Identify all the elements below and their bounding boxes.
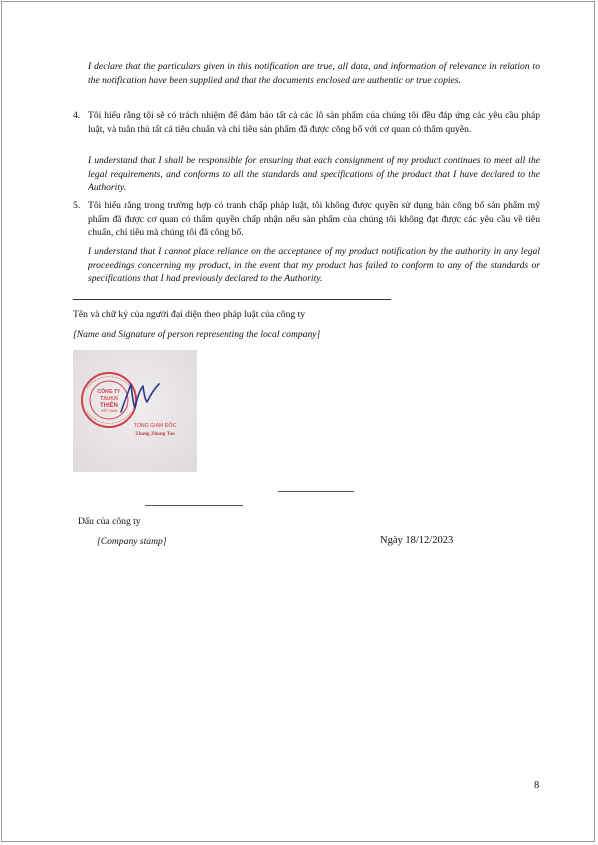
short-rule-left — [145, 505, 243, 506]
company-stamp-label-vietnamese: Dấu của công ty — [78, 516, 141, 527]
seal-mid-text: T.N.H.H — [100, 396, 118, 402]
short-rule-right — [278, 491, 354, 492]
page-number: 8 — [534, 780, 540, 791]
seal-country-text: VIỆT NAM — [100, 409, 118, 413]
signature-stamp-image — [73, 350, 197, 472]
item-5-vietnamese: Tôi hiểu rằng trong trường hợp có tranh chấp pháp luật, tôi không được quyền sử dụng bản công bố sản phẩm mỹ phẩm đã được cơ quan có thẩm quyền chấp nhận nếu sản phẩm của chúng tôi không đạt được các yêu cầu về tiêu chuẩn, chỉ tiêu mà chúng tôi đã công bố. — [88, 200, 540, 239]
item-number-4: 4. — [73, 110, 81, 121]
stamp-role-text: TỔNG GIÁM ĐỐC — [133, 423, 177, 429]
stamp-person-text: Zhang Zhong Tao — [135, 431, 175, 437]
company-seal — [82, 373, 136, 427]
item-4-english: I understand that I shall be responsible for ensuring that each consignment of my product continues to meet all the legal requirements, and conforms to all the standards and specifications of the product that I have declared to the Authority. — [88, 155, 540, 194]
item-number-5: 5. — [73, 200, 81, 211]
signature-rule — [73, 299, 391, 300]
item-4-vietnamese: Tôi hiểu rằng tôi sẽ có trách nhiệm để đảm bảo tất cả các lô sản phẩm của chúng tôi đều đáp ứng các yêu cầu pháp luật, và tuân thủ tất cả tiêu chuẩn và chỉ tiêu sản phẩm đã được công bố với cơ quan có thẩm quyền. — [88, 110, 540, 135]
signature-label-english: [Name and Signature of person representing the local company] — [73, 329, 321, 340]
declaration-text: I declare that the particulars given in this notification are true, all data, and information of relevance in relation to the notification have been supplied and that the documents enclosed are authentic or true copies. — [88, 61, 540, 86]
company-stamp-label-english: [Company stamp] — [97, 536, 167, 547]
seal-name-text: THIÊN — [100, 403, 118, 409]
seal-top-text: CÔNG TY — [97, 389, 121, 395]
stamp-graphic — [73, 350, 197, 472]
date-text: Ngày 18/12/2023 — [380, 535, 454, 546]
signature-label-vietnamese: Tên và chữ ký của người đại diện theo pháp luật của công ty — [73, 309, 306, 320]
item-5-english: I understand that I cannot place reliance on the acceptance of my product notification by the authority in any legal proceedings concerning my product, in the event that my product has failed to conform to any of the standards or specifications that I had previously declared to the Authority. — [88, 246, 540, 285]
